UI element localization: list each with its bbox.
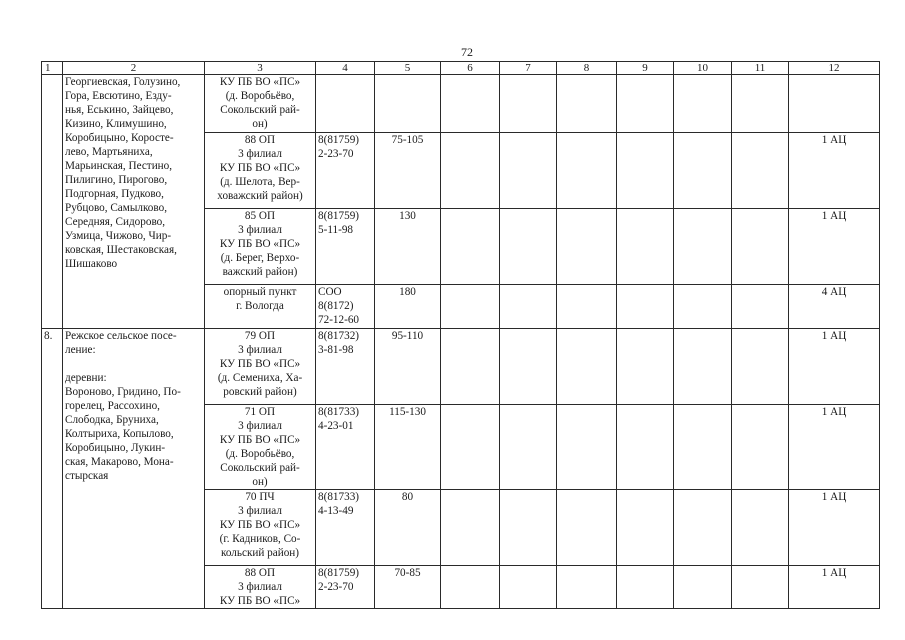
phone-line: 4-23-01 (318, 420, 354, 432)
fire-unit-line: он) (252, 118, 268, 130)
phone-cell (316, 133, 375, 209)
settlement-line: нья, Еськино, Зайцево, (65, 104, 174, 116)
empty-cell-col-10 (674, 490, 732, 566)
coverage-table (41, 61, 880, 609)
phone-cell (316, 329, 375, 405)
arrival-time-cell: 75-105 (375, 133, 441, 209)
empty-cell-col-9 (617, 329, 674, 405)
vehicles-cell: 1 АЦ (789, 405, 880, 490)
vehicles-cell: 1 АЦ (789, 566, 880, 609)
settlement-line: Кизино, Климушино, (65, 118, 167, 130)
fire-unit-line: 3 филиал (238, 224, 282, 236)
phone-line: 2-23-70 (318, 148, 354, 160)
fire-unit-line: 71 ОП (244, 406, 276, 418)
fire-unit-line: (д. Берег, Верхо- (220, 252, 300, 264)
fire-unit-cell (205, 285, 316, 329)
empty-cell-col-9 (617, 285, 674, 329)
header-cell-2: 2 (63, 62, 205, 75)
empty-cell-col-6 (441, 329, 500, 405)
vehicles-cell: 1 АЦ (789, 133, 880, 209)
settlement-line: Подгорная, Пудково, (65, 188, 164, 200)
settlement-line: лево, Мартьяниха, (65, 146, 153, 158)
fire-unit-line: г. Вологда (236, 300, 284, 312)
empty-cell-col-10 (674, 405, 732, 490)
empty-cell-col-11 (732, 209, 789, 285)
settlement-line: ская, Макарово, Мона- (65, 456, 174, 468)
header-cell-11: 11 (732, 62, 789, 75)
fire-unit-line: 3 филиал (238, 581, 282, 593)
settlement-line: деревни: (65, 372, 107, 384)
fire-unit-line: важский район) (222, 266, 298, 278)
fire-unit-line: Сокольский рай- (220, 462, 300, 474)
settlement-line: горелец, Рассохино, (65, 400, 160, 412)
settlement-line: Гора, Евсютино, Езду- (65, 90, 172, 102)
header-cell-6: 6 (441, 62, 500, 75)
settlement-line: Шишаково (65, 258, 118, 270)
phone-line: 8(81759) (318, 210, 360, 222)
empty-cell-col-6 (441, 405, 500, 490)
empty-cell-col-9 (617, 566, 674, 609)
empty-cell-col-8 (557, 490, 617, 566)
empty-cell-col-10 (674, 285, 732, 329)
empty-cell-col-9 (617, 133, 674, 209)
empty-cell-col-10 (674, 566, 732, 609)
fire-unit-line: он) (252, 476, 268, 488)
empty-cell-col-11 (732, 566, 789, 609)
fire-unit-line: (г. Кадников, Со- (219, 533, 301, 545)
empty-cell-col-8 (557, 209, 617, 285)
fire-unit-line: ровский район) (223, 386, 297, 398)
phone-line: 3-81-98 (318, 344, 354, 356)
empty-cell-col-7 (500, 75, 557, 133)
settlement-line: Пилигино, Пирогово, (65, 174, 168, 186)
empty-cell-col-9 (617, 405, 674, 490)
settlement-line: Середняя, Сидорово, (65, 216, 166, 228)
empty-cell-col-6 (441, 75, 500, 133)
fire-unit-cell (205, 490, 316, 566)
header-cell-5: 5 (375, 62, 441, 75)
empty-cell-col-9 (617, 209, 674, 285)
empty-cell-col-8 (557, 133, 617, 209)
header-cell-1: 1 (42, 62, 63, 75)
fire-unit-line: (д. Воробьёво, (225, 448, 295, 460)
fire-unit-line: (д. Шелота, Вер- (220, 176, 300, 188)
phone-line: 4-13-49 (318, 505, 354, 517)
empty-cell-col-8 (557, 285, 617, 329)
header-cell-8: 8 (557, 62, 617, 75)
phone-line: 8(81759) (318, 567, 360, 579)
arrival-time-cell (375, 75, 441, 133)
table-row (42, 75, 880, 133)
empty-cell-col-7 (500, 133, 557, 209)
empty-cell-col-6 (441, 209, 500, 285)
row-number-cell: 8. (42, 329, 63, 609)
empty-cell-col-11 (732, 285, 789, 329)
fire-unit-line: (д. Воробьёво, (225, 90, 295, 102)
vehicles-cell: 4 АЦ (789, 285, 880, 329)
settlement-line: Рубцово, Самылково, (65, 202, 167, 214)
fire-unit-line: опорный пункт (223, 286, 297, 298)
header-cell-9: 9 (617, 62, 674, 75)
row-number-cell (42, 75, 63, 329)
empty-cell-col-10 (674, 133, 732, 209)
empty-cell-col-7 (500, 490, 557, 566)
empty-cell-col-7 (500, 405, 557, 490)
fire-unit-cell (205, 329, 316, 405)
empty-cell-col-11 (732, 133, 789, 209)
empty-cell-col-11 (732, 329, 789, 405)
header-cell-3: 3 (205, 62, 316, 75)
empty-cell-col-10 (674, 329, 732, 405)
phone-line: 8(8172) (318, 300, 354, 312)
empty-cell-col-8 (557, 405, 617, 490)
empty-cell-col-11 (732, 75, 789, 133)
vehicles-cell: 1 АЦ (789, 490, 880, 566)
arrival-time-cell: 70-85 (375, 566, 441, 609)
fire-unit-line: 79 ОП (244, 330, 276, 342)
fire-unit-line: КУ ПБ ВО «ПС» (219, 238, 301, 250)
table-row (42, 329, 880, 405)
settlement-line: Георгиевская, Голузино, (65, 76, 181, 88)
fire-unit-line: Сокольский рай- (220, 104, 300, 116)
settlement-line: Коробицыно, Коросте- (65, 132, 174, 144)
phone-line: 8(81759) (318, 134, 360, 146)
phone-cell (316, 405, 375, 490)
fire-unit-cell (205, 209, 316, 285)
fire-unit-line: КУ ПБ ВО «ПС» (219, 358, 301, 370)
fire-unit-line: КУ ПБ ВО «ПС» (219, 162, 301, 174)
phone-line: СОО (318, 286, 342, 298)
vehicles-cell: 1 АЦ (789, 209, 880, 285)
empty-cell-col-10 (674, 75, 732, 133)
settlement-line: Колтыриха, Копылово, (65, 428, 174, 440)
fire-unit-line: КУ ПБ ВО «ПС» (219, 595, 301, 607)
arrival-time-cell: 95-110 (375, 329, 441, 405)
phone-cell (316, 285, 375, 329)
settlement-line: Слободка, Бруниха, (65, 414, 159, 426)
vehicles-cell (789, 75, 880, 133)
empty-cell-col-6 (441, 566, 500, 609)
settlements-cell (63, 329, 205, 609)
fire-unit-line: ховажский район) (217, 190, 303, 202)
fire-unit-line: КУ ПБ ВО «ПС» (219, 434, 301, 446)
phone-line: 2-23-70 (318, 581, 354, 593)
fire-unit-line: 3 филиал (238, 148, 282, 160)
empty-cell-col-8 (557, 566, 617, 609)
header-cell-7: 7 (500, 62, 557, 75)
fire-unit-line: 3 филиал (238, 505, 282, 517)
fire-unit-cell (205, 75, 316, 133)
arrival-time-cell: 130 (375, 209, 441, 285)
settlement-line: Режское сельское посе- (65, 330, 177, 342)
settlement-line: стырская (65, 470, 109, 482)
header-cell-4: 4 (316, 62, 375, 75)
empty-cell-col-7 (500, 566, 557, 609)
empty-cell-col-6 (441, 133, 500, 209)
fire-unit-line: 85 ОП (244, 210, 276, 222)
phone-line: 8(81733) (318, 491, 360, 503)
fire-unit-line: 88 ОП (244, 567, 276, 579)
fire-unit-line: 3 филиал (238, 344, 282, 356)
phone-line: 8(81732) (318, 330, 360, 342)
vehicles-cell: 1 АЦ (789, 329, 880, 405)
arrival-time-cell: 80 (375, 490, 441, 566)
fire-unit-line: кольский район) (220, 547, 300, 559)
fire-unit-cell (205, 133, 316, 209)
settlement-line: Коробицыно, Лукин- (65, 442, 166, 454)
fire-unit-line: 70 ПЧ (245, 491, 275, 503)
empty-cell-col-7 (500, 329, 557, 405)
empty-cell-col-8 (557, 329, 617, 405)
settlement-line: Вороново, Гридино, По- (65, 386, 181, 398)
fire-unit-line: 3 филиал (238, 420, 282, 432)
fire-unit-line: КУ ПБ ВО «ПС» (219, 519, 301, 531)
arrival-time-cell: 180 (375, 285, 441, 329)
settlement-line (65, 357, 202, 371)
empty-cell-col-6 (441, 490, 500, 566)
settlement-line: Узмица, Чижово, Чир- (65, 230, 172, 242)
fire-unit-line: (д. Семениха, Ха- (217, 372, 303, 384)
fire-unit-cell (205, 405, 316, 490)
header-row (42, 62, 880, 75)
settlement-line: ление: (65, 344, 96, 356)
phone-line: 5-11-98 (318, 224, 354, 236)
empty-cell-col-7 (500, 209, 557, 285)
settlement-line: Марьинская, Пестино, (65, 160, 173, 172)
phone-cell (316, 490, 375, 566)
empty-cell-col-11 (732, 405, 789, 490)
header-cell-10: 10 (674, 62, 732, 75)
arrival-time-cell: 115-130 (375, 405, 441, 490)
empty-cell-col-11 (732, 490, 789, 566)
fire-unit-cell (205, 566, 316, 609)
empty-cell-col-9 (617, 490, 674, 566)
settlements-cell (63, 75, 205, 329)
empty-cell-col-10 (674, 209, 732, 285)
fire-unit-line: 88 ОП (244, 134, 276, 146)
page-number: 72 (461, 45, 473, 59)
phone-cell (316, 75, 375, 133)
empty-cell-col-6 (441, 285, 500, 329)
header-cell-12: 12 (789, 62, 880, 75)
phone-cell (316, 209, 375, 285)
fire-unit-line: КУ ПБ ВО «ПС» (219, 76, 301, 88)
phone-line: 72-12-60 (318, 314, 360, 326)
phone-cell (316, 566, 375, 609)
empty-cell-col-9 (617, 75, 674, 133)
phone-line: 8(81733) (318, 406, 360, 418)
empty-cell-col-7 (500, 285, 557, 329)
settlement-line: ковская, Шестаковская, (65, 244, 177, 256)
empty-cell-col-8 (557, 75, 617, 133)
